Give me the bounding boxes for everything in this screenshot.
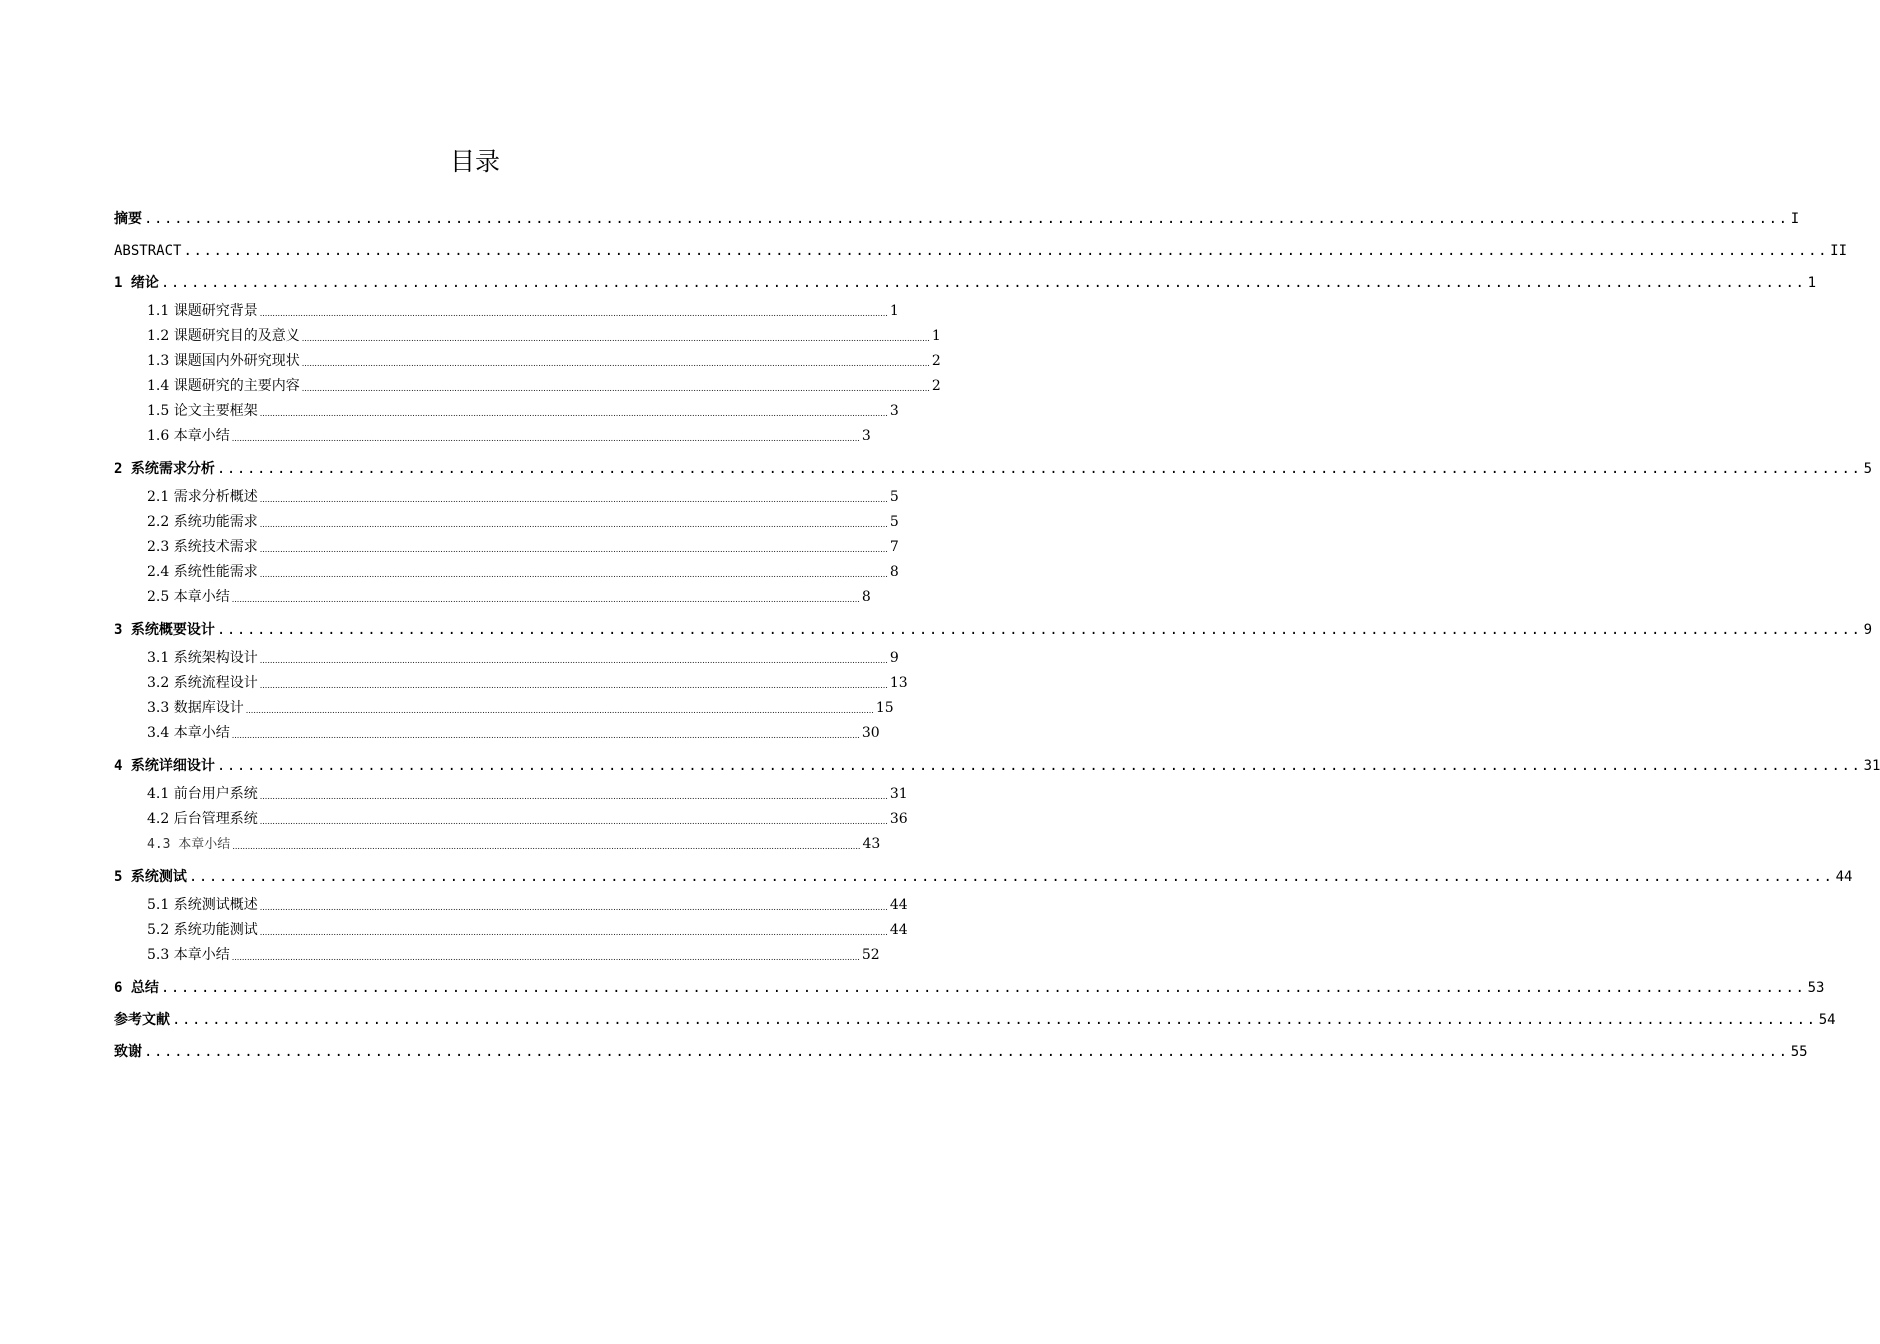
toc-entry-chapter-5[interactable] [114,861,1853,893]
toc-entry-label: 3.4 本章小结 [147,725,230,741]
toc-entry-references[interactable] [114,1004,1836,1036]
dot-leader: ....................................................................................................................................................................................................................................................... [231,595,860,604]
toc-entry-label: 1.5 论文主要框架 [147,403,258,419]
toc-entry-section[interactable] [114,374,941,399]
toc-entry-section[interactable] [114,424,871,449]
toc-entry-section[interactable] [114,510,899,535]
toc-entry-page: 9 [889,650,899,666]
toc-entry-section[interactable] [114,782,908,807]
toc-entry-page: 36 [889,811,908,827]
toc-entry-label: 1.1 课题研究背景 [147,303,258,319]
toc-entry-section[interactable] [114,893,908,918]
toc-entry-page: II [1830,243,1848,259]
toc-entry-page: 1 [931,328,941,344]
dot-leader: .................................................................................................................................................................... [216,622,1862,638]
toc-entry-page: 31 [1863,758,1880,774]
dot-leader: ....................................................................................................................................................................................................................................................... [259,928,888,937]
toc-entry-chapter-6[interactable] [114,972,1825,1004]
toc-title: 目录 [449,147,500,176]
toc-entry-label: 4.1 前台用户系统 [147,786,258,802]
toc-entry-section[interactable] [114,349,941,374]
dot-leader: .................................................................................................................................................................... [172,1012,1817,1028]
toc-entry-page: 9 [1863,622,1873,638]
dot-leader: ....................................................................................................................................................................................................................................................... [231,434,860,443]
toc-entry-chapter-4[interactable] [114,750,1880,782]
toc-entry-section[interactable] [114,943,880,968]
toc-entry-label: 2.2 系统功能需求 [147,514,258,530]
toc-entry-chapter-1[interactable] [114,267,1817,299]
toc-entry-page: 8 [861,589,871,605]
toc-entry-section[interactable] [114,721,880,746]
toc-entry-abstract-cn[interactable] [114,203,1800,235]
dot-leader: ....................................................................................................................................................................................................................................................... [259,520,888,529]
toc-entry-label: 5 系统测试 [114,869,187,885]
toc-entry-page: 3 [861,428,871,444]
toc-entry-label: 2.1 需求分析概述 [147,489,258,505]
dot-leader: .................................................................................................................................................................... [160,275,1806,291]
dot-leader: .................................................................................................................................................................... [188,869,1834,885]
toc-entry-chapter-2[interactable] [114,453,1873,485]
toc-entry-label: 3 系统概要设计 [114,622,215,638]
toc-entry-section[interactable] [114,807,908,832]
toc-entry-page: 30 [861,725,880,741]
dot-leader: ....................................................................................................................................................................................................................................................... [259,309,888,318]
toc-entry-section[interactable] [114,485,899,510]
toc-entry-section[interactable] [114,560,899,585]
dot-leader: .................................................................................................................................................................... [144,1044,1789,1060]
toc-entry-page: 7 [889,539,899,555]
toc-entry-section[interactable] [114,696,894,721]
toc-entry-page: 53 [1807,980,1825,996]
toc-entry-label: 5.2 系统功能测试 [147,922,258,938]
dot-leader: .................................................................................................................................................................... [183,243,1829,259]
toc-entry-label: 3.1 系统架构设计 [147,650,258,666]
dot-leader: .................................................................................................................................................................... [144,211,1789,227]
dot-leader: ....................................................................................................................................................................................................................................................... [259,817,888,826]
toc-entry-page: 2 [931,378,941,394]
toc-entry-section[interactable] [114,918,908,943]
dot-leader: ....................................................................................................................................................................................................................................................... [245,706,874,715]
toc-entry-label: 1.4 课题研究的主要内容 [147,378,300,394]
toc-entry-page: 5 [889,489,899,505]
toc-entry-page: 5 [1863,461,1873,477]
toc-entry-page: 44 [1835,869,1853,885]
dot-leader: ....................................................................................................................................................................................................................................................... [259,656,888,665]
toc-entry-label: 1.3 课题国内外研究现状 [147,353,300,369]
toc-entry-label: 3.3 数据库设计 [147,700,244,716]
toc-entry-label: 5.1 系统测试概述 [147,897,258,913]
dot-leader: .................................................................................................................................................................... [160,980,1806,996]
dot-leader: ....................................................................................................................................................................................................................................................... [259,409,888,418]
toc-entry-label: 2.5 本章小结 [147,589,230,605]
toc-entry-section[interactable] [114,832,881,857]
toc-entry-page: 2 [931,353,941,369]
toc-entry-page: 3 [889,403,899,419]
dot-leader: ....................................................................................................................................................................................................................................................... [259,570,888,579]
dot-leader: .................................................................................................................................................................... [216,461,1862,477]
toc-entry-label: 2.4 系统性能需求 [147,564,258,580]
toc-entry-page: 1 [889,303,899,319]
toc-entry-label: 4 系统详细设计 [114,758,215,774]
toc-entry-section[interactable] [114,671,908,696]
toc-entry-label: 4.2 后台管理系统 [147,811,258,827]
dot-leader: .................................................................................................................................................................... [216,758,1862,774]
dot-leader: ....................................................................................................................................................................................................................................................... [259,792,888,801]
toc-entry-section[interactable] [114,646,899,671]
dot-leader: ....................................................................................................................................................................................................................................................... [232,842,861,851]
toc-entry-section[interactable] [114,299,899,324]
toc-entry-label: 摘要 [114,211,142,227]
toc-entry-label: 2 系统需求分析 [114,461,215,477]
toc-entry-label: 4.3 本章小结 [147,837,231,852]
toc-entry-page: I [1790,211,1800,227]
dot-leader: ....................................................................................................................................................................................................................................................... [301,384,930,393]
toc-entry-page: 55 [1790,1044,1808,1060]
toc-entry-page: 44 [889,897,908,913]
toc-entry-section[interactable] [114,535,899,560]
toc-entry-section[interactable] [114,399,899,424]
toc-entry-label: 5.3 本章小结 [147,947,230,963]
toc-entry-label: 3.2 系统流程设计 [147,675,258,691]
toc-entry-abstract-en[interactable] [114,235,1848,267]
dot-leader: ....................................................................................................................................................................................................................................................... [231,731,860,740]
dot-leader: ....................................................................................................................................................................................................................................................... [259,903,888,912]
toc-entry-page: 31 [889,786,908,802]
toc-entry-page: 1 [1807,275,1817,291]
dot-leader: ....................................................................................................................................................................................................................................................... [231,953,860,962]
toc-entry-label: 2.3 系统技术需求 [147,539,258,555]
toc-entry-label: 1.6 本章小结 [147,428,230,444]
toc-entry-label: 1 绪论 [114,275,159,291]
dot-leader: ....................................................................................................................................................................................................................................................... [259,681,888,690]
toc-entry-label: 参考文献 [114,1012,170,1028]
toc-entry-page: 15 [875,700,894,716]
toc-entry-page: 8 [889,564,899,580]
toc-entry-label: ABSTRACT [114,243,182,259]
toc-entry-label: 1.2 课题研究目的及意义 [147,328,300,344]
dot-leader: ....................................................................................................................................................................................................................................................... [301,359,930,368]
toc-entry-section[interactable] [114,324,941,349]
toc-entry-label: 致谢 [114,1044,142,1060]
toc-entry-page: 43 [862,836,881,852]
toc-entry-page: 5 [889,514,899,530]
toc-entry-page: 13 [889,675,908,691]
toc-entry-section[interactable] [114,585,871,610]
dot-leader: ....................................................................................................................................................................................................................................................... [259,495,888,504]
toc-entry-page: 54 [1818,1012,1836,1028]
toc-entry-page: 44 [889,922,908,938]
table-of-contents [114,203,1880,1068]
toc-entry-label: 6 总结 [114,980,159,996]
toc-entry-acknowledgements[interactable] [114,1036,1808,1068]
dot-leader: ....................................................................................................................................................................................................................................................... [301,334,930,343]
toc-entry-page: 52 [861,947,880,963]
dot-leader: ....................................................................................................................................................................................................................................................... [259,545,888,554]
toc-entry-chapter-3[interactable] [114,614,1873,646]
